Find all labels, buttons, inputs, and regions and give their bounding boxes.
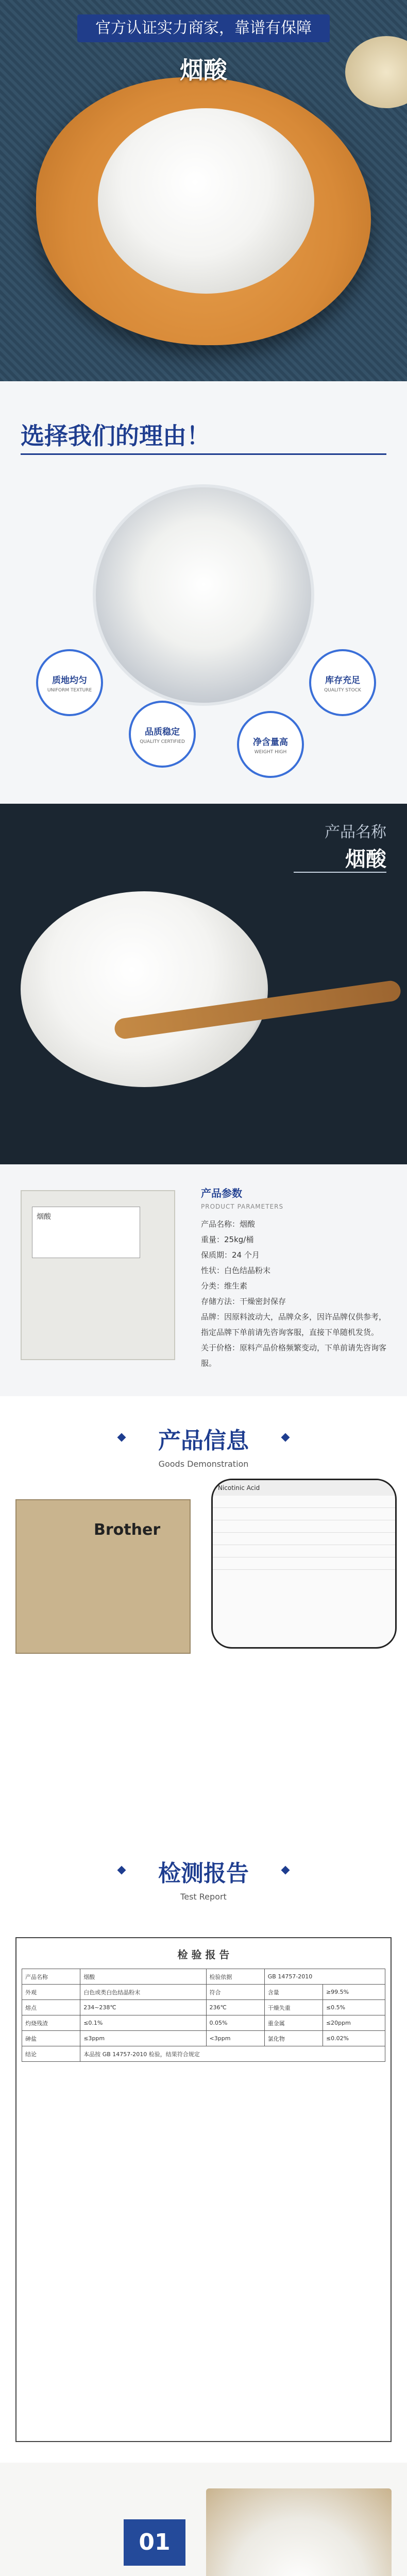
product-bag-image [15,1499,191,1654]
reason-label-en: WEIGHT HIGH [254,749,287,755]
trust-banner: 官方认证实力商家，靠谱有保障 [77,14,330,42]
reason-item-weight [237,711,304,778]
param-row: 产品名称：烟酸 [201,1219,256,1229]
zoom-line [213,1557,395,1570]
hero-title: 烟酸 [180,56,227,84]
zoom-line [213,1520,395,1533]
param-row: 关于价格：原料产品价格频繁变动，下单前请先咨询客服。 [201,1343,387,1368]
table-cell: 氯化物 [264,2031,323,2046]
params-list [201,1185,386,1371]
table-row [22,2046,385,2062]
table-cell: GB 14757-2010 [264,1969,385,1985]
params-title: 产品参数 [201,1187,242,1199]
product-name-value: 烟酸 [345,848,386,871]
reasons-section [0,381,407,804]
feature-photo [206,2488,392,2576]
table-cell: 白色或类白色结晶粉末 [80,1985,206,2000]
table-cell: 重金属 [264,2015,323,2031]
param-row: 品牌：因原料波动大，品牌众多，因许品牌仅供参考，指定品牌下单前请先咨询客服，直接下单随机发货。 [201,1312,387,1337]
param-row: 重量：25kg/桶 [201,1235,254,1244]
table-cell: ≥99.5% [323,1985,385,2000]
info-section [0,1396,407,1824]
report-document [15,1937,392,2442]
powder-pile [98,108,314,294]
table-row [22,2031,385,2046]
report-title-block [0,1855,407,1902]
table-cell: 含量 [264,1985,323,2000]
table-cell: 砷盐 [22,2031,80,2046]
feature-01 [0,2463,407,2576]
param-row: 性状：白色结晶粉末 [201,1266,271,1275]
report-section [0,1824,407,2463]
reason-label-en: UNIFORM TEXTURE [47,687,92,693]
table-row [22,2000,385,2015]
table-cell: 检验依据 [206,1969,264,1985]
hero-section [0,0,407,381]
table-cell: 干燥失重 [264,2000,323,2015]
reasons-heading: 选择我们的理由！ [21,422,210,450]
table-cell: 外观 [22,1985,80,2000]
box-label-text: 烟酸 [37,1213,51,1221]
param-row: 保质期：24 个月 [201,1250,260,1260]
reason-item-quality [129,701,196,768]
table-cell: 0.05% [206,2015,264,2031]
table-cell: ≤0.1% [80,2015,206,2031]
table-cell: 烟酸 [80,1969,206,1985]
box-label [32,1207,140,1258]
table-row [22,1985,385,2000]
info-subtitle: Goods Demonstration [158,1459,249,1469]
table-cell: ≤3ppm [80,2031,206,2046]
table-row [22,1969,385,1985]
table-cell: ≤0.5% [323,2000,385,2015]
product-box-image [21,1190,175,1360]
param-row: 存储方法：干燥密封保存 [201,1297,286,1306]
table-cell: 结论 [22,2046,80,2062]
table-cell: 符合 [206,1985,264,2000]
report-table [22,1969,385,2062]
product-name-label: 产品名称 [325,823,386,841]
reason-label-en: QUALITY STOCK [324,687,361,693]
table-row [22,2015,385,2031]
zoom-line [213,1508,395,1520]
reason-label: 质地均匀 [52,675,87,686]
info-title: 产品信息 [158,1428,249,1454]
reason-label: 品质稳定 [145,726,180,737]
heading-underline [21,453,386,455]
table-cell: ≤20ppm [323,2015,385,2031]
report-doc-title: 检 验 报 告 [177,1948,230,1961]
params-section [0,1164,407,1396]
reason-item-uniform [36,649,103,716]
reasons-center-image [93,484,314,706]
zoom-line [213,1545,395,1557]
info-title-block [0,1422,407,1469]
feature-number: 01 [124,2519,185,2566]
params-subtitle: PRODUCT PARAMETERS [201,1203,284,1210]
table-cell: 熔点 [22,2000,80,2015]
zoom-header: Nicotinic Acid [213,1480,395,1496]
reason-label: 净含量高 [253,737,288,748]
report-title: 检测报告 [158,1860,249,1887]
brand-text: Brother [94,1521,161,1539]
table-cell: <3ppm [206,2031,264,2046]
table-cell: ≤0.02% [323,2031,385,2046]
product-name-section [0,804,407,1164]
table-cell: 236℃ [206,2000,264,2015]
powder-image [21,891,268,1087]
product-name-underline [294,872,386,873]
table-cell: 234~238℃ [80,2000,206,2015]
table-cell: 灼烧残渣 [22,2015,80,2031]
label-zoom-view [211,1479,397,1649]
table-cell: 产品名称 [22,1969,80,1985]
reason-item-stock [309,649,376,716]
reason-label-en: QUALITY CERTIFIED [140,739,185,744]
param-row: 分类：维生素 [201,1281,248,1291]
reason-label: 库存充足 [325,675,360,686]
report-subtitle: Test Report [180,1892,227,1902]
zoom-line [213,1496,395,1508]
table-cell: 本品按 GB 14757-2010 检验，结果符合规定 [80,2046,385,2062]
zoom-line [213,1533,395,1545]
